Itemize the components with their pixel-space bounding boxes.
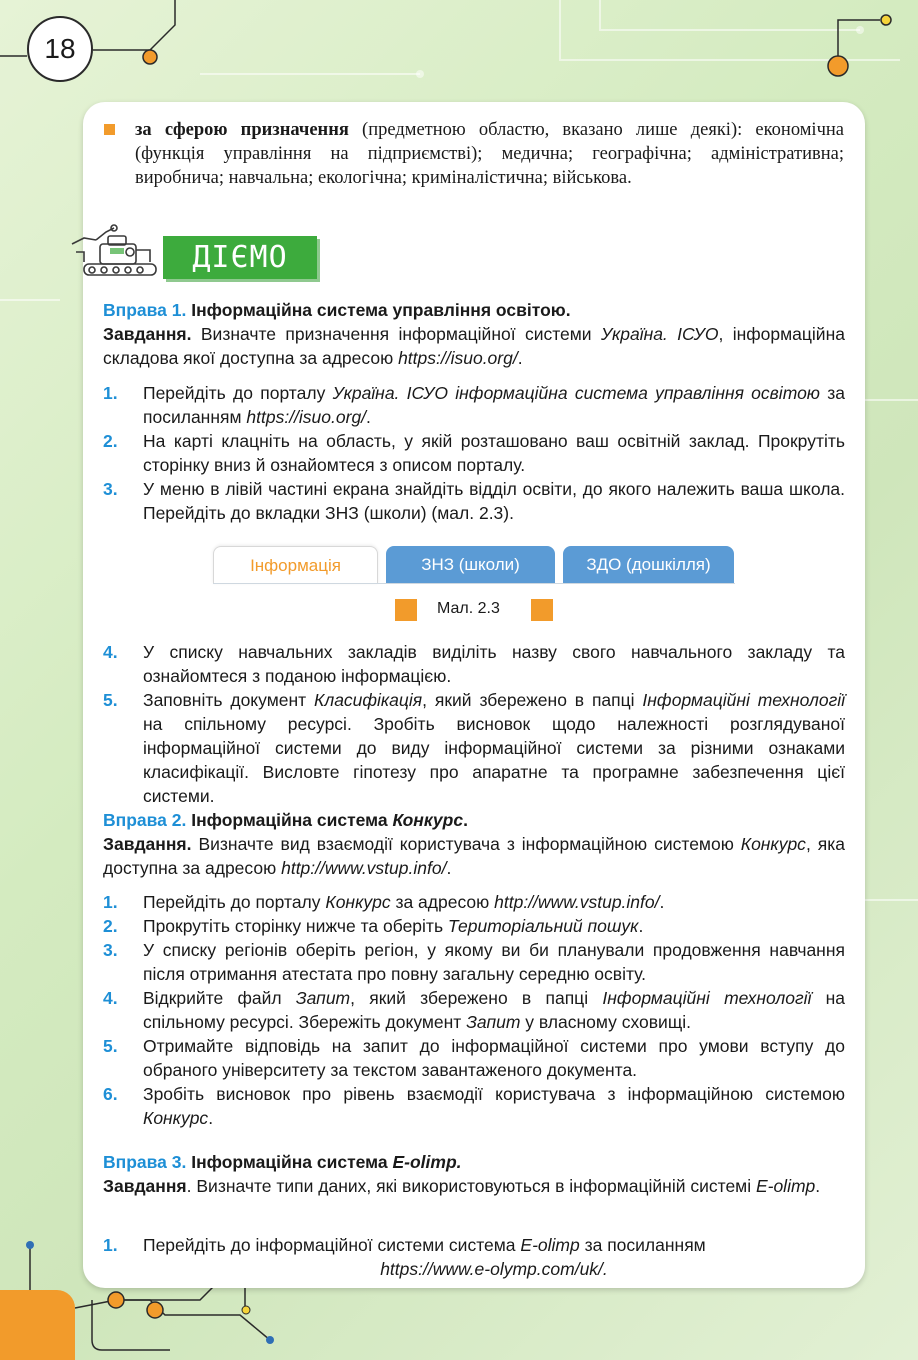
list-item xyxy=(103,1034,845,1082)
intro-bullet-bold: за сферою призначення xyxy=(135,120,349,140)
exercise2-task-label: Завдання. xyxy=(103,834,192,854)
list-item xyxy=(103,890,845,914)
exercise3-title-em: E-olimp. xyxy=(392,1152,462,1172)
step-text: На карті клацніть на область, у якій розташовано ваш освітній заклад. Прокрутіть сторінку вниз й ознайомтеся з описом порталу. xyxy=(143,431,845,475)
step-text: на спільному ресурсі. Збережіть документ xyxy=(143,988,846,1032)
step-text: Прокрутіть сторінку нижче та оберіть xyxy=(143,916,448,936)
exercise2-task-url: http://www.vstup.info/ xyxy=(281,858,447,878)
step-em: Конкурс xyxy=(325,892,391,912)
caption-square-icon xyxy=(531,599,553,621)
exercise1-task-url: https://isuo.org/ xyxy=(398,348,518,368)
exercise3-title xyxy=(103,1150,845,1174)
step-em: Україна. ІСУО інформаційна система управління освітою xyxy=(332,383,820,403)
step-number: 2. xyxy=(103,916,118,936)
exercise2-task-em: Конкурс xyxy=(740,834,806,854)
step-text: Перейдіть до інформаційної системи система xyxy=(143,1235,521,1255)
bullet-square-icon xyxy=(104,124,115,135)
step-text: Заповніть документ xyxy=(143,690,315,710)
step-text: У списку навчальних закладів виділіть назву свого навчального закладу та ознайомтеся з поданою інформацією. xyxy=(143,642,845,686)
step-text: У списку регіонів оберіть регіон, у якому ви би планували продовження навчання після отримання атестата про повну загальну середню освіту. xyxy=(143,940,845,984)
step-number: 5. xyxy=(103,1036,118,1056)
exercise2-label: Вправа 2. xyxy=(103,810,187,830)
list-item xyxy=(103,381,845,429)
section-banner: ДІЄМО xyxy=(163,236,317,279)
step-em: Класифікація xyxy=(314,690,423,710)
figure-tabs xyxy=(213,546,735,584)
step-url: http://www.vstup.info/ xyxy=(494,892,660,912)
step-em: Інформаційні технології xyxy=(602,988,812,1008)
exercise2-title-end: . xyxy=(463,810,468,830)
list-item xyxy=(103,938,845,986)
step-em: Запит xyxy=(466,1012,521,1032)
step-number: 1. xyxy=(103,383,118,403)
exercise3-header xyxy=(103,1150,845,1198)
step-url: https://isuo.org/ xyxy=(246,407,367,427)
exercise1-task-label: Завдання. xyxy=(103,324,192,344)
step-text: У меню в лівій частині екрана знайдіть відділ освіти, до якого належить ваша школа. Перейдіть до вкладки ЗНЗ (школи) (мал. 2.3). xyxy=(143,479,845,523)
step-number: 3. xyxy=(103,479,118,499)
step-text: Перейдіть до порталу xyxy=(143,383,333,403)
exercise2-task-end: . xyxy=(446,858,452,878)
step-text: на спільному ресурсі. Зробіть висновок щодо належності розглядуваної інформаційної системи до виду інформаційної системи за різними ознаками класифікації. Висловте гіпотезу про апаратне та програмне забезпечення цієї системи. xyxy=(143,714,845,806)
list-item xyxy=(103,640,845,688)
step-number: 1. xyxy=(103,892,118,912)
step-number: 5. xyxy=(103,690,118,710)
exercise3-task-em: E-olimp xyxy=(755,1176,816,1196)
exercise3-task-label: Завдання xyxy=(103,1176,187,1196)
list-item xyxy=(103,1082,845,1130)
exercise1-steps-b xyxy=(103,640,845,808)
list-item xyxy=(103,477,845,525)
exercise1-header xyxy=(103,298,845,370)
exercise2-title xyxy=(103,808,845,832)
exercise2-title-text: Інформаційна система xyxy=(186,810,393,830)
list-item xyxy=(103,429,845,477)
exercise2-task-text-2: , яка доступна за адресою xyxy=(103,834,845,878)
step-number: 4. xyxy=(103,988,118,1008)
exercise1-steps-a xyxy=(103,381,845,525)
exercise2-header xyxy=(103,808,845,880)
step-text: , який збережено в папці xyxy=(350,988,603,1008)
list-item xyxy=(103,914,845,938)
step-text: у власному сховищі. xyxy=(520,1012,691,1032)
list-item xyxy=(103,1233,845,1281)
step-text: Зробіть висновок про рівень взаємодії користувача з інформаційною системою xyxy=(143,1084,845,1104)
exercise1-task-text: Визначте призначення інформаційної системи xyxy=(191,324,601,344)
intro-bullet-text xyxy=(135,118,844,190)
robot-icon xyxy=(70,222,162,278)
exercise1-label: Вправа 1. xyxy=(103,300,187,320)
exercise2-task-text: Визначте вид взаємодії користувача з інформаційною системою xyxy=(191,834,741,854)
intro-bullet xyxy=(104,118,844,190)
exercise2-title-em: Конкурс xyxy=(392,810,464,830)
exercise3-steps xyxy=(103,1233,845,1281)
page-number: 18 xyxy=(27,16,93,82)
tab-underline xyxy=(213,583,735,584)
step-number: 3. xyxy=(103,940,118,960)
step-text: за посиланням xyxy=(579,1235,706,1255)
exercise2-task xyxy=(103,832,845,880)
step-text: . xyxy=(659,892,665,912)
exercise3-label: Вправа 3. xyxy=(103,1152,187,1172)
exercise3-task-text: . Визначте типи даних, які використовуються в інформаційній системі xyxy=(186,1176,756,1196)
tab-info[interactable]: Інформація xyxy=(213,546,378,584)
exercise1-task-em: Україна. ІСУО xyxy=(600,324,719,344)
intro-bullet-body: (предметною областю, вказано лише деякі): економічна (функція управління на підприємстві); медична; географічна; адміністративна; виробнича; навчальна; екологічна; криміналістична; військова. xyxy=(135,120,844,188)
caption-text: Мал. 2.3 xyxy=(437,600,500,617)
exercise3-task-end: . xyxy=(815,1176,821,1196)
exercise1-title-text: Інформаційна система управління освітою. xyxy=(186,300,571,320)
exercise1-task-end: . xyxy=(517,348,523,368)
tab-schools[interactable]: ЗНЗ (школи) xyxy=(386,546,555,584)
step-em: Інформаційні технології xyxy=(642,690,845,710)
step-text: . xyxy=(208,1108,214,1128)
step-em: Територіальний пошук xyxy=(447,916,639,936)
step-number: 2. xyxy=(103,431,118,451)
exercise2-steps xyxy=(103,890,845,1130)
tab-preschool[interactable]: ЗДО (дошкілля) xyxy=(563,546,734,584)
step-text: Отримайте відповідь на запит до інформаційної системи про умови вступу до обраного університету за текстом завантаженого документа. xyxy=(143,1036,845,1080)
caption-square-icon xyxy=(395,599,417,621)
exercise3-title-text: Інформаційна система xyxy=(186,1152,393,1172)
exercise1-title xyxy=(103,298,845,322)
step-text: , який збережено в папці xyxy=(422,690,643,710)
step-number: 6. xyxy=(103,1084,118,1104)
exercise3-task xyxy=(103,1174,845,1198)
step-text: Відкрийте файл xyxy=(143,988,296,1008)
exercise1-task xyxy=(103,322,845,370)
step-em: Запит xyxy=(295,988,351,1008)
step-em: E-olimp xyxy=(520,1235,580,1255)
figure-caption xyxy=(395,598,555,622)
step-number: 1. xyxy=(103,1235,118,1255)
step-em: Конкурс xyxy=(143,1108,209,1128)
corner-accent xyxy=(0,1290,75,1360)
step-text: за посиланням xyxy=(143,383,845,427)
step-text: . xyxy=(638,916,644,936)
step-text: Перейдіть до порталу xyxy=(143,892,326,912)
step-text: . xyxy=(366,407,371,427)
step-text: за адресою xyxy=(390,892,495,912)
exercise1-task-text-2: , інформаційна складова якої доступна за адресою xyxy=(103,324,845,368)
step-url: https://www.e-olymp.com/uk/. xyxy=(380,1259,608,1279)
list-item xyxy=(103,688,845,808)
list-item xyxy=(103,986,845,1034)
step-number: 4. xyxy=(103,642,118,662)
